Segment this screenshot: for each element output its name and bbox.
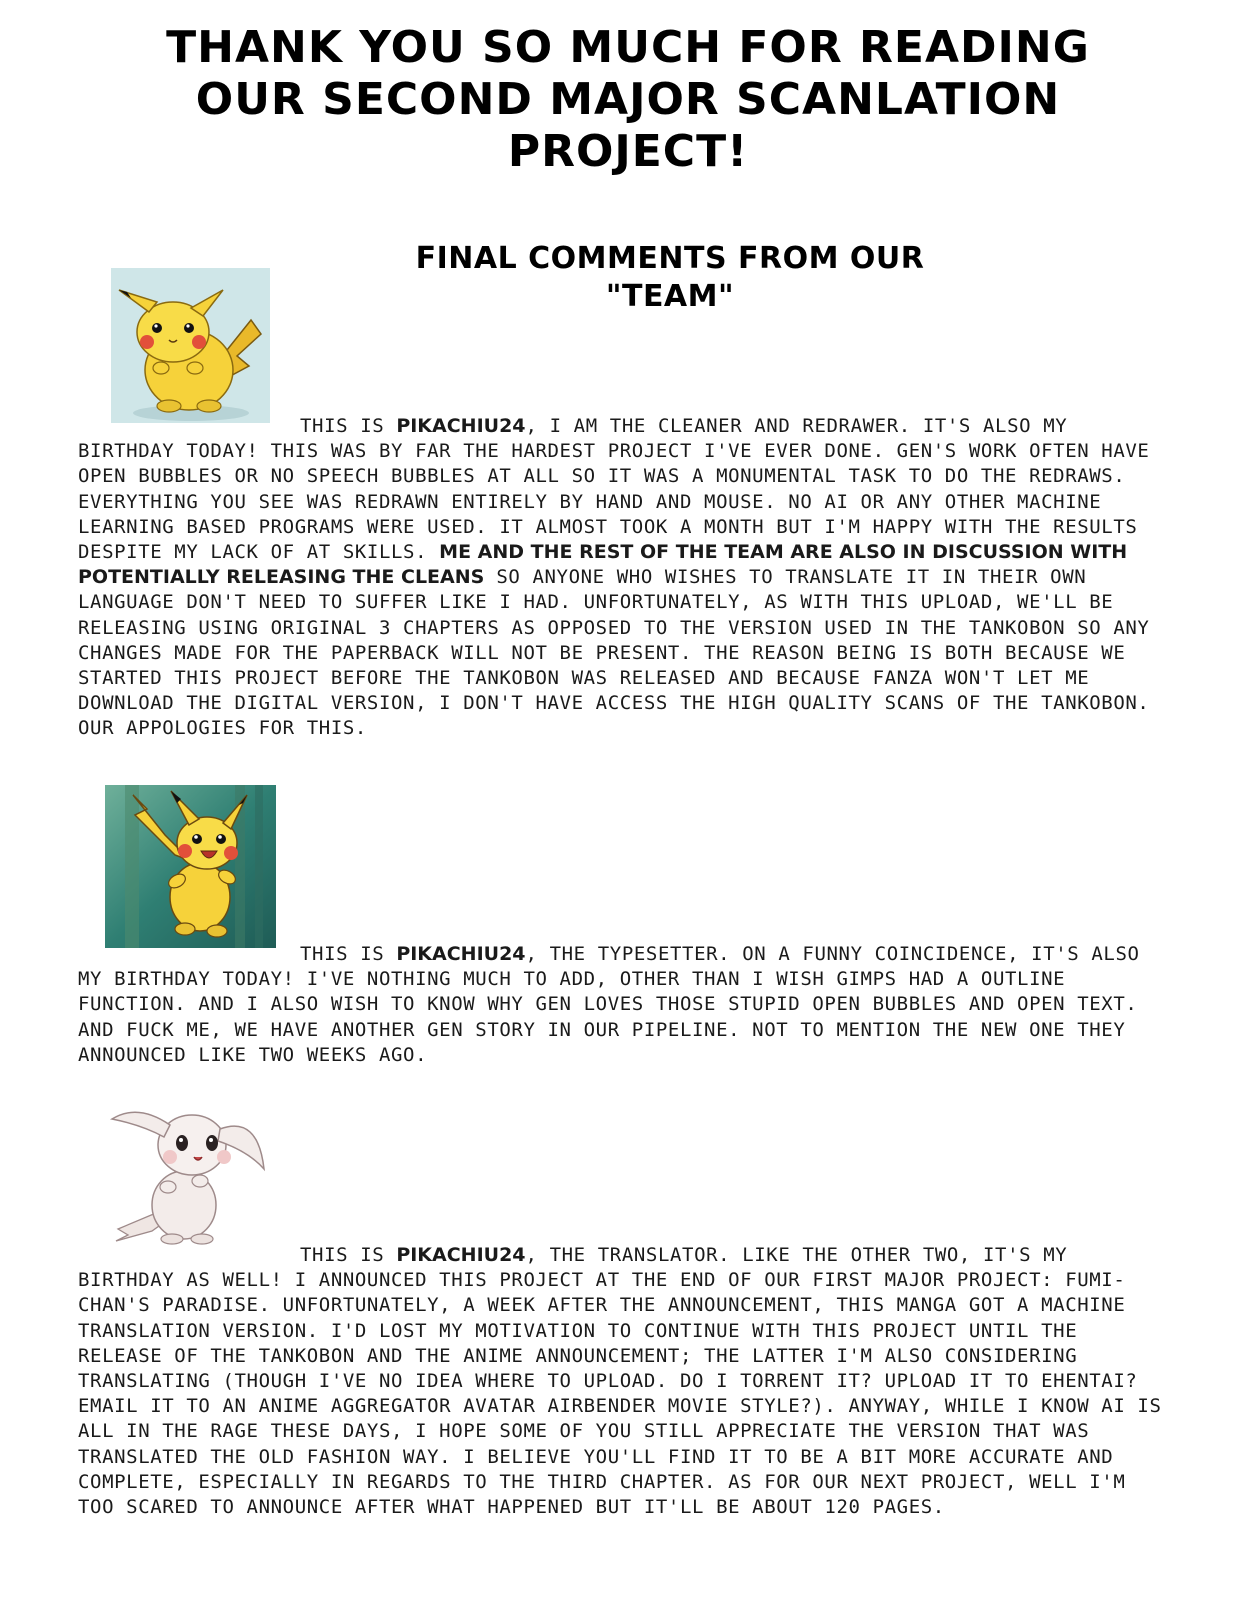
comment-body-continued: SO ANYONE WHO WISHES TO TRANSLATE IT IN THEIR OWN LANGUAGE DON'T NEED TO SUFFER LIKE I HAD. UNFORTUNATELY, AS WITH THIS UPLOAD, WE'LL BE RELEASING USING ORIGINAL 3 CHAPTERS AS OPPOSED TO THE VERSION USED IN THE TANKOBON SO ANY CHANGES MADE FOR THE PAPERBACK WILL NOT BE PRESENT. THE REASON BEING IS BOTH BECAUSE WE STARTED THIS PROJECT BEFORE THE TANKOBON WAS RELEASED AND BECAUSE FANZA WON'T LET ME DOWNLOAD THE DIGITAL VERSION, I DON'T HAVE ACCESS THE HIGH QUALITY SCANS OF THE TANKOBON. OUR APPOLOGIES FOR THIS. [78, 566, 1150, 740]
author-name: PIKACHIU24 [396, 943, 526, 965]
author-name: PIKACHIU24 [396, 1244, 526, 1266]
pikachu-anime-icon [105, 785, 276, 948]
comment-cleaner [78, 414, 1170, 742]
section-heading: FINAL COMMENTS FROM OUR "TEAM" [415, 241, 925, 314]
author-name: PIKACHIU24 [396, 415, 526, 437]
comment-emphasis: ME AND THE REST OF THE TEAM ARE ALSO IN DISCUSSION WITH POTENTIALLY RELEASING THE CLEANS [78, 541, 1128, 589]
comment-lead: THIS IS [300, 415, 397, 437]
page-title-line-3: PROJECT! [507, 126, 749, 177]
comment-lead: THIS IS [300, 943, 397, 965]
page-title-line-1: THANK YOU SO MUCH FOR READING [166, 22, 1090, 73]
comment-translator [78, 1243, 1170, 1520]
pikachu-classic-icon [111, 268, 270, 423]
comment-typesetter [78, 942, 1170, 1068]
page-title [0, 22, 1256, 178]
comment-body: , I AM THE CLEANER AND REDRAWER. IT'S ALSO MY BIRTHDAY TODAY! THIS WAS BY FAR THE HARDEST PROJECT I'VE EVER DONE. GEN'S WORK OFTEN HAVE OPEN BUBBLES OR NO SPEECH BUBBLES AT ALL SO IT WAS A MONUMENTAL TASK TO DO THE REDRAWS. EVERYTHING YOU SEE WAS REDRAWN ENTIRELY BY HAND AND MOUSE. NO AI OR ANY OTHER MACHINE LEARNING BASED PROGRAMS WERE USED. IT ALMOST TOOK A MONTH BUT I'M HAPPY WITH THE RESULTS DESPITE MY LACK OF AT SKILLS. [78, 415, 1150, 564]
comment-body: , THE TRANSLATOR. LIKE THE OTHER TWO, IT'S MY BIRTHDAY AS WELL! I ANNOUNCED THIS PROJECT AT THE END OF OUR FIRST MAJOR PROJECT: FUMI-CHAN'S PARADISE. UNFORTUNATELY, A WEEK AFTER THE ANNOUNCEMENT, THIS MANGA GOT A MACHINE TRANSLATION VERSION. I'D LOST MY MOTIVATION TO CONTINUE WITH THIS PROJECT UNTIL THE RELEASE OF THE TANKOBON AND THE ANIME ANNOUNCEMENT; THE LATTER I'M ALSO CONSIDERING TRANSLATING (THOUGH I'VE NO IDEA WHERE TO UPLOAD. DO I TORRENT IT? UPLOAD IT TO EHENTAI? EMAIL IT TO AN ANIME AGGREGATOR AVATAR AIRBENDER MOVIE STYLE?). ANYWAY, WHILE I KNOW AI IS ALL IN THE RAGE THESE DAYS, I HOPE SOME OF YOU STILL APPRECIATE THE VERSION THAT WAS TRANSLATED THE OLD FASHION WAY. I BELIEVE YOU'LL FIND IT TO BE A BIT MORE ACCURATE AND COMPLETE, ESPECIALLY IN REGARDS TO THE THIRD CHAPTER. AS FOR OUR NEXT PROJECT, WELL I'M TOO SCARED TO ANNOUNCE AFTER WHAT HAPPENED BUT IT'LL BE ABOUT 120 PAGES. [78, 1244, 1162, 1519]
comment-lead: THIS IS [300, 1244, 397, 1266]
page-title-line-2: OUR SECOND MAJOR SCANLATION [195, 74, 1061, 125]
pikachu-white-icon [108, 1095, 268, 1247]
comment-body: , THE TYPESETTER. ON A FUNNY COINCIDENCE, IT'S ALSO MY BIRTHDAY TODAY! I'VE NOTHING MUCH TO ADD, OTHER THAN I WISH GIMPS HAD A OUTLINE FUNCTION. AND I ALSO WISH TO KNOW WHY GEN LOVES THOSE STUPID OPEN BUBBLES AND OPEN TEXT. AND FUCK ME, WE HAVE ANOTHER GEN STORY IN OUR PIPELINE. NOT TO MENTION THE NEW ONE THEY ANNOUNCED LIKE TWO WEEKS AGO. [78, 943, 1140, 1066]
